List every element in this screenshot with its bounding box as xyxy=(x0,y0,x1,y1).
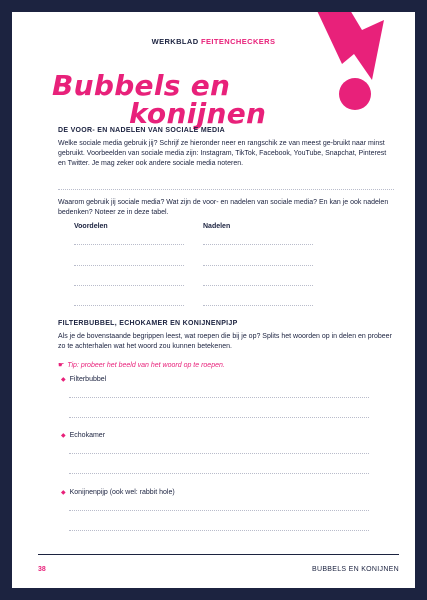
answer-line[interactable] xyxy=(69,473,369,474)
list-item-konijnenpijp: ◆ Konijnenpijp (ook wel: rabbit hole) xyxy=(61,489,175,496)
nadelen-line[interactable] xyxy=(203,285,313,286)
page-number: 38 xyxy=(38,566,46,573)
answer-line[interactable] xyxy=(69,417,369,418)
answer-line[interactable] xyxy=(58,189,394,190)
footer-title: BUBBELS EN KONIJNEN xyxy=(312,566,399,573)
header-label: WERKBLAD xyxy=(151,37,199,46)
voordelen-line[interactable] xyxy=(74,285,184,286)
voordelen-line[interactable] xyxy=(74,305,184,306)
section2-intro: Als je de bovenstaande begrippen leest, wat roepen die bij je op? Splits het woorden op in delen en probeer zo te achterhalen wat het woord zou kunnen betekenen. xyxy=(58,333,392,350)
list-item-filterbubbel: ◆ Filterbubbel xyxy=(61,376,107,383)
answer-line[interactable] xyxy=(69,510,369,511)
answer-line[interactable] xyxy=(69,397,369,398)
column-header-voordelen: Voordelen xyxy=(74,223,108,230)
section1-intro: Welke sociale media gebruik jij? Schrijf ze hieronder neer en rangschik ze van meest ge-bruikt naar minst gebruikt. Voorbeelden van sociale media zijn: Instagram, TikTok, Facebook, YouTube, Snapchat, Pinterest en Twitter. Je mag zeker ook andere sociale media noteren. xyxy=(58,140,387,167)
voordelen-line[interactable] xyxy=(74,265,184,266)
voordelen-line[interactable] xyxy=(74,244,184,245)
header-label-accent: FEITENCHECKERS xyxy=(201,37,276,46)
bullet-icon: ◆ xyxy=(61,490,66,496)
nadelen-line[interactable] xyxy=(203,265,313,266)
list-item-echokamer: ◆ Echokamer xyxy=(61,432,106,439)
nadelen-line[interactable] xyxy=(203,305,313,306)
tip-text: Tip: probeer het beeld van het woord op te roepen. xyxy=(67,362,225,369)
answer-line[interactable] xyxy=(69,453,369,454)
section-heading-social-media: DE VOOR- EN NADELEN VAN SOCIALE MEDIA xyxy=(58,127,225,134)
answer-line[interactable] xyxy=(69,530,369,531)
tip-line xyxy=(58,361,225,369)
worksheet-page xyxy=(12,12,415,588)
footer-divider xyxy=(38,554,399,555)
pointing-hand-icon: ☛ xyxy=(58,362,65,369)
column-header-nadelen: Nadelen xyxy=(203,223,231,230)
exclamation-bolt-icon xyxy=(302,12,412,130)
bullet-icon: ◆ xyxy=(61,433,66,439)
bullet-icon: ◆ xyxy=(61,377,66,383)
title-line-2: konijnen xyxy=(129,97,267,130)
section-heading-filterbubbel: FILTERBUBBEL, ECHOKAMER EN KONIJNENPIJP xyxy=(58,320,238,327)
section1-question: Waarom gebruik jij sociale media? Wat zijn de voor- en nadelen van sociale media? En kan je ook nadelen bedenken? Noteer ze in deze tabel. xyxy=(58,199,389,216)
nadelen-line[interactable] xyxy=(203,244,313,245)
title-line-1: Bubbels en xyxy=(52,69,231,102)
